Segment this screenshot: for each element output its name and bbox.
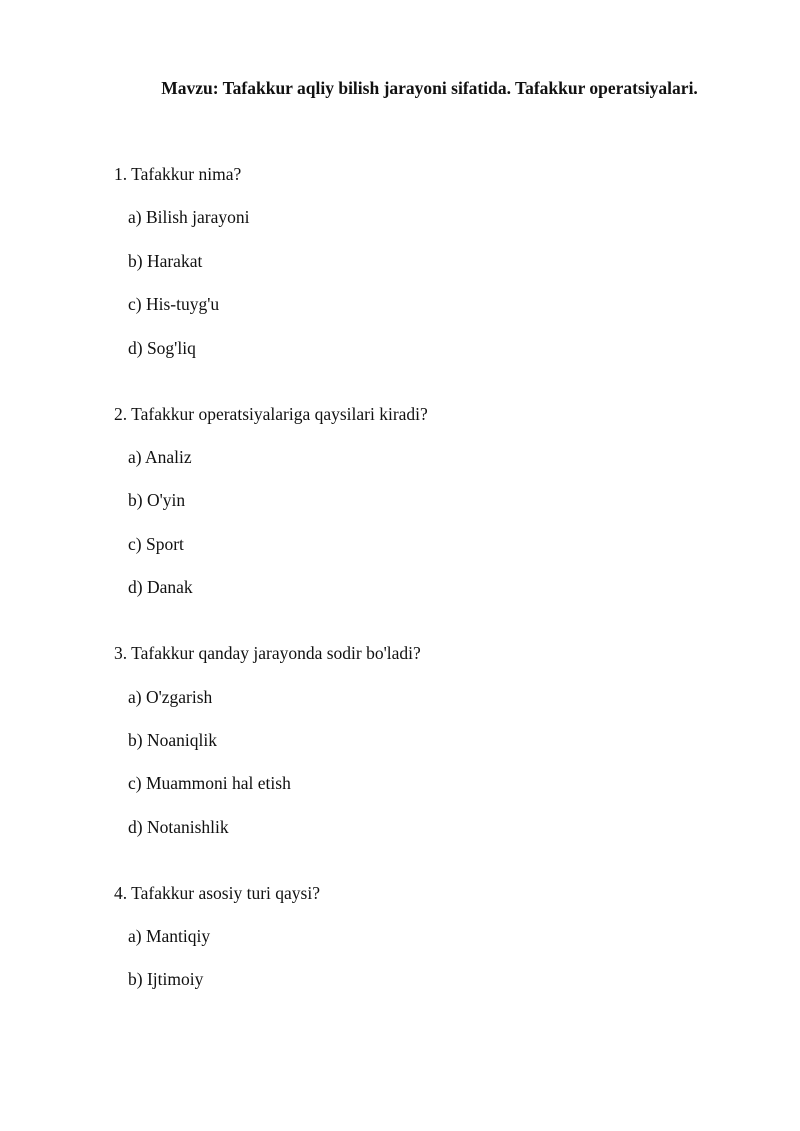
document-title: Mavzu: Tafakkur aqliy bilish jarayoni sifatida. Tafakkur operatsiyalari. bbox=[161, 78, 698, 98]
answer-option: a) O'zgarish bbox=[128, 686, 213, 707]
answer-option: c) His-tuyg'u bbox=[128, 294, 220, 315]
answer-option: a) Mantiqiy bbox=[128, 926, 211, 947]
question-4 bbox=[114, 881, 754, 992]
answer-option: d) Danak bbox=[128, 577, 193, 598]
question-text: 1. Tafakkur nima? bbox=[114, 164, 242, 184]
answer-option: b) Ijtimoiy bbox=[128, 969, 204, 990]
question-3 bbox=[114, 641, 754, 839]
question-text: 3. Tafakkur qanday jarayonda sodir bo'ladi? bbox=[114, 643, 421, 664]
answer-option: a) Analiz bbox=[128, 446, 192, 467]
answer-option: c) Sport bbox=[128, 533, 184, 554]
question-text: 4. Tafakkur asosiy turi qaysi? bbox=[114, 882, 320, 903]
answer-option: d) Notanishlik bbox=[128, 816, 229, 837]
question-2 bbox=[114, 402, 754, 600]
question-text: 2. Tafakkur operatsiyalariga qaysilari kiradi? bbox=[114, 403, 428, 424]
answer-option: d) Sog'liq bbox=[128, 337, 196, 358]
answer-option: b) O'yin bbox=[128, 490, 186, 511]
question-list bbox=[114, 162, 754, 1033]
question-1 bbox=[114, 162, 754, 360]
answer-option: b) Noaniqlik bbox=[128, 729, 217, 750]
answer-option: b) Harakat bbox=[128, 250, 203, 271]
answer-option: c) Muammoni hal etish bbox=[128, 773, 291, 794]
answer-option: a) Bilish jarayoni bbox=[128, 207, 250, 228]
